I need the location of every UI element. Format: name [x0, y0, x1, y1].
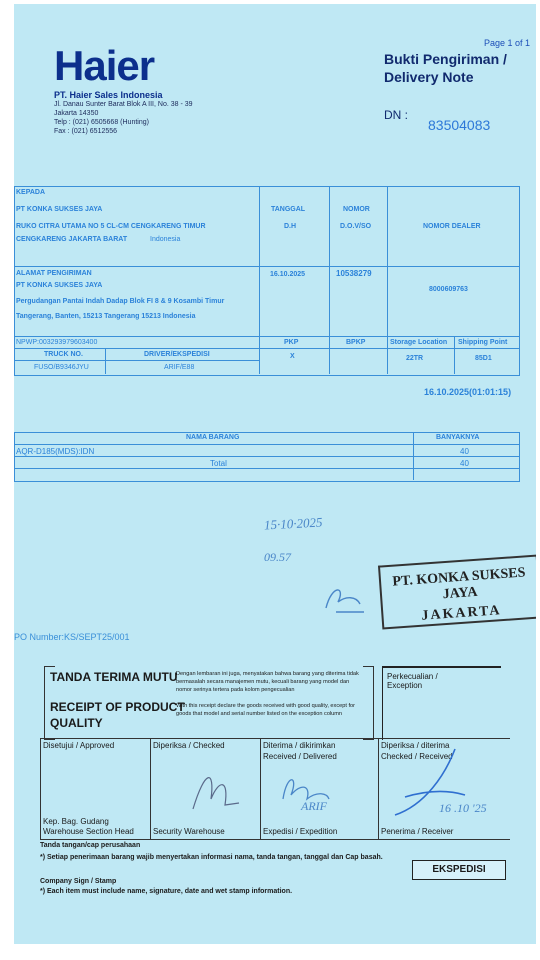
sig-date: 16 .10 '25 — [439, 801, 487, 815]
table-divider — [454, 336, 455, 374]
footer-line-3: Company Sign / Stamp — [40, 878, 117, 885]
storage-location-value: 22TR — [406, 355, 424, 362]
stamp-line-1: PT. KONKA SUKSES JAYA — [392, 565, 526, 603]
sig-checked-received-label-2: Checked / Received — [381, 752, 453, 761]
receipt-title-en-2: QUALITY — [50, 716, 103, 730]
sig-approved — [40, 739, 151, 839]
ekspedisi-label: EKSPEDISI — [412, 860, 506, 880]
handwritten-date: 15·10·2025 — [263, 514, 323, 533]
truck-label: TRUCK NO. — [44, 351, 83, 358]
alamat-label: ALAMAT PENGIRIMAN — [16, 270, 92, 277]
sig-received-name: ARIF — [301, 799, 327, 813]
company-stamp — [378, 554, 536, 629]
dn-label: DN : — [384, 108, 408, 122]
delivery-date: 16.10.2025 — [270, 271, 306, 278]
exception-label: Perkecualian / Exception — [387, 672, 438, 690]
receipt-text-id: Dengan lembaran ini juga, menyatakan bahwa barang yang diterima tidak bermasalah secara manajemen mutu, kecuali barang yang model dan nomor serinya tertera pada kolom pengecualian — [176, 671, 359, 693]
nomor-label: NOMOR — [343, 206, 370, 213]
alamat-name: PT KONKA SUKSES JAYA — [16, 282, 103, 289]
exception-box — [382, 666, 501, 740]
kepada-address-2: CENGKARENG JAKARTA BARAT — [16, 236, 128, 243]
receipt-title-id: TANDA TERIMA MUTU — [50, 670, 178, 684]
table-divider — [14, 360, 260, 361]
shipping-point-label: Shipping Point — [458, 339, 508, 346]
po-number: PO Number:KS/SEPT25/001 — [14, 632, 130, 642]
document-title-line-2: Delivery Note — [384, 69, 474, 85]
kepada-label: KEPADA — [16, 189, 46, 196]
driver-value: ARIF/E88 — [164, 364, 195, 371]
footer-line-4: *) Each item must include name, signature, date and wet stamp information. — [40, 888, 293, 895]
sig-approved-label: Disetujui / Approved — [43, 741, 115, 750]
nomor-value: 10538279 — [336, 269, 372, 278]
table-divider — [387, 336, 388, 374]
table-divider — [14, 444, 519, 445]
sig-approved-bottom-2: Warehouse Section Head — [43, 827, 134, 836]
sig-checked — [150, 739, 261, 839]
alamat-address-1: Pergudangan Pantai Indah Dadap Blok FI 8 & 9 Kosambi Timur — [16, 298, 225, 305]
table-divider — [413, 432, 414, 480]
footer-line-1: Tanda tangan/cap perusahaan — [40, 842, 141, 849]
company-phone: Telp : (021) 6505668 (Hunting) — [54, 119, 149, 126]
table-divider — [105, 348, 106, 374]
receipt-quality-box — [44, 666, 374, 738]
sig-checked-bottom: Security Warehouse — [153, 827, 225, 836]
haier-logo: Haier — [54, 42, 155, 89]
sig-checked-received-bottom: Penerima / Receiver — [381, 827, 454, 836]
sig-received-bottom: Expedisi / Expedition — [263, 827, 338, 836]
sig-checked-label: Diperiksa / Checked — [153, 741, 225, 750]
received-signature — [277, 769, 337, 809]
storage-location-label: Storage Location — [390, 339, 448, 346]
sig-approved-bottom-1: Kep. Bag. Gudang — [43, 817, 109, 826]
receipt-title-en-1: RECEIPT OF PRODUCT — [50, 700, 185, 714]
shipping-point-value: 85D1 — [475, 355, 492, 362]
sig-received-label: Diterima / dikirimkan — [263, 741, 336, 750]
sig-received-label-2: Received / Delivered — [263, 752, 337, 761]
checked-signature — [185, 759, 245, 819]
tanggal-label: TANGGAL — [271, 206, 306, 213]
company-address-1: Jl. Danau Sunter Barat Blok A III, No. 38 - 39 — [54, 101, 193, 108]
receipt-bracket-right — [363, 666, 374, 740]
document-title — [384, 50, 507, 86]
item-qty: 40 — [460, 447, 469, 456]
pkp-value: X — [290, 353, 295, 360]
table-divider — [387, 186, 388, 336]
tanggal-sub: D.H — [284, 223, 297, 230]
total-label: Total — [210, 459, 227, 468]
col-nama-barang: NAMA BARANG — [186, 434, 240, 441]
item-name: AQR-D185(MDS):IDN — [16, 447, 95, 456]
truck-value: FUSO/B9346JYU — [34, 364, 89, 371]
table-divider — [259, 186, 260, 336]
table-divider — [14, 456, 519, 457]
handwritten-initials — [316, 578, 376, 618]
kepada-name: PT KONKA SUKSES JAYA — [16, 206, 103, 213]
dn-number: 83504083 — [428, 117, 491, 133]
footer-line-2: *) Setiap penerimaan barang wajib menyertakan informasi nama, tanda tangan, tanggal dan Cap basah. — [40, 854, 383, 861]
company-name: PT. Haier Sales Indonesia — [54, 90, 163, 100]
delivery-note-page — [14, 4, 536, 944]
driver-label: DRIVER/EKSPEDISI — [144, 351, 210, 358]
table-divider — [329, 186, 330, 336]
table-divider — [329, 336, 330, 374]
table-divider — [14, 266, 519, 267]
kepada-country: Indonesia — [150, 236, 181, 243]
receiver-signature — [385, 745, 475, 825]
dealer-label: NOMOR DEALER — [423, 223, 481, 230]
pkp-label: PKP — [284, 339, 299, 346]
document-title-line-1: Bukti Pengiriman / — [384, 51, 507, 67]
table-divider — [14, 348, 519, 349]
kepada-address-1: RUKO CITRA UTAMA NO 5 CL-CM CENGKARENG TIMUR — [16, 223, 206, 230]
stamp-line-2: JAKARTA — [420, 603, 502, 624]
handwritten-time: 09.57 — [264, 550, 291, 564]
receipt-text-en: With this receipt declare the goods received with good quality, except for goods that model and serial number listed on the exception column — [176, 703, 355, 717]
col-banyaknya: BANYAKNYA — [436, 434, 480, 441]
alamat-address-2: Tangerang, Banten, 15213 Tangerang 15213 Indonesia — [16, 313, 196, 320]
total-qty: 40 — [460, 459, 469, 468]
bpkp-label: BPKP — [346, 339, 366, 346]
sig-received — [260, 739, 379, 839]
table-divider — [14, 336, 519, 337]
print-timestamp: 16.10.2025(01:01:15) — [424, 387, 512, 397]
company-fax: Fax : (021) 6512556 — [54, 128, 118, 135]
signature-row — [40, 738, 510, 840]
sig-checked-received — [378, 739, 511, 839]
table-divider — [14, 468, 519, 469]
table-divider — [259, 336, 260, 374]
company-address-2: Jakarta 14350 — [54, 110, 99, 117]
nomor-sub: D.O.V/SO — [340, 223, 372, 230]
page-number: Page 1 of 1 — [483, 38, 530, 48]
npwp: NPWP:003293979603400 — [16, 339, 98, 346]
sig-checked-received-label: Diperiksa / diterima — [381, 741, 450, 750]
dealer-value: 8000609763 — [429, 286, 468, 293]
